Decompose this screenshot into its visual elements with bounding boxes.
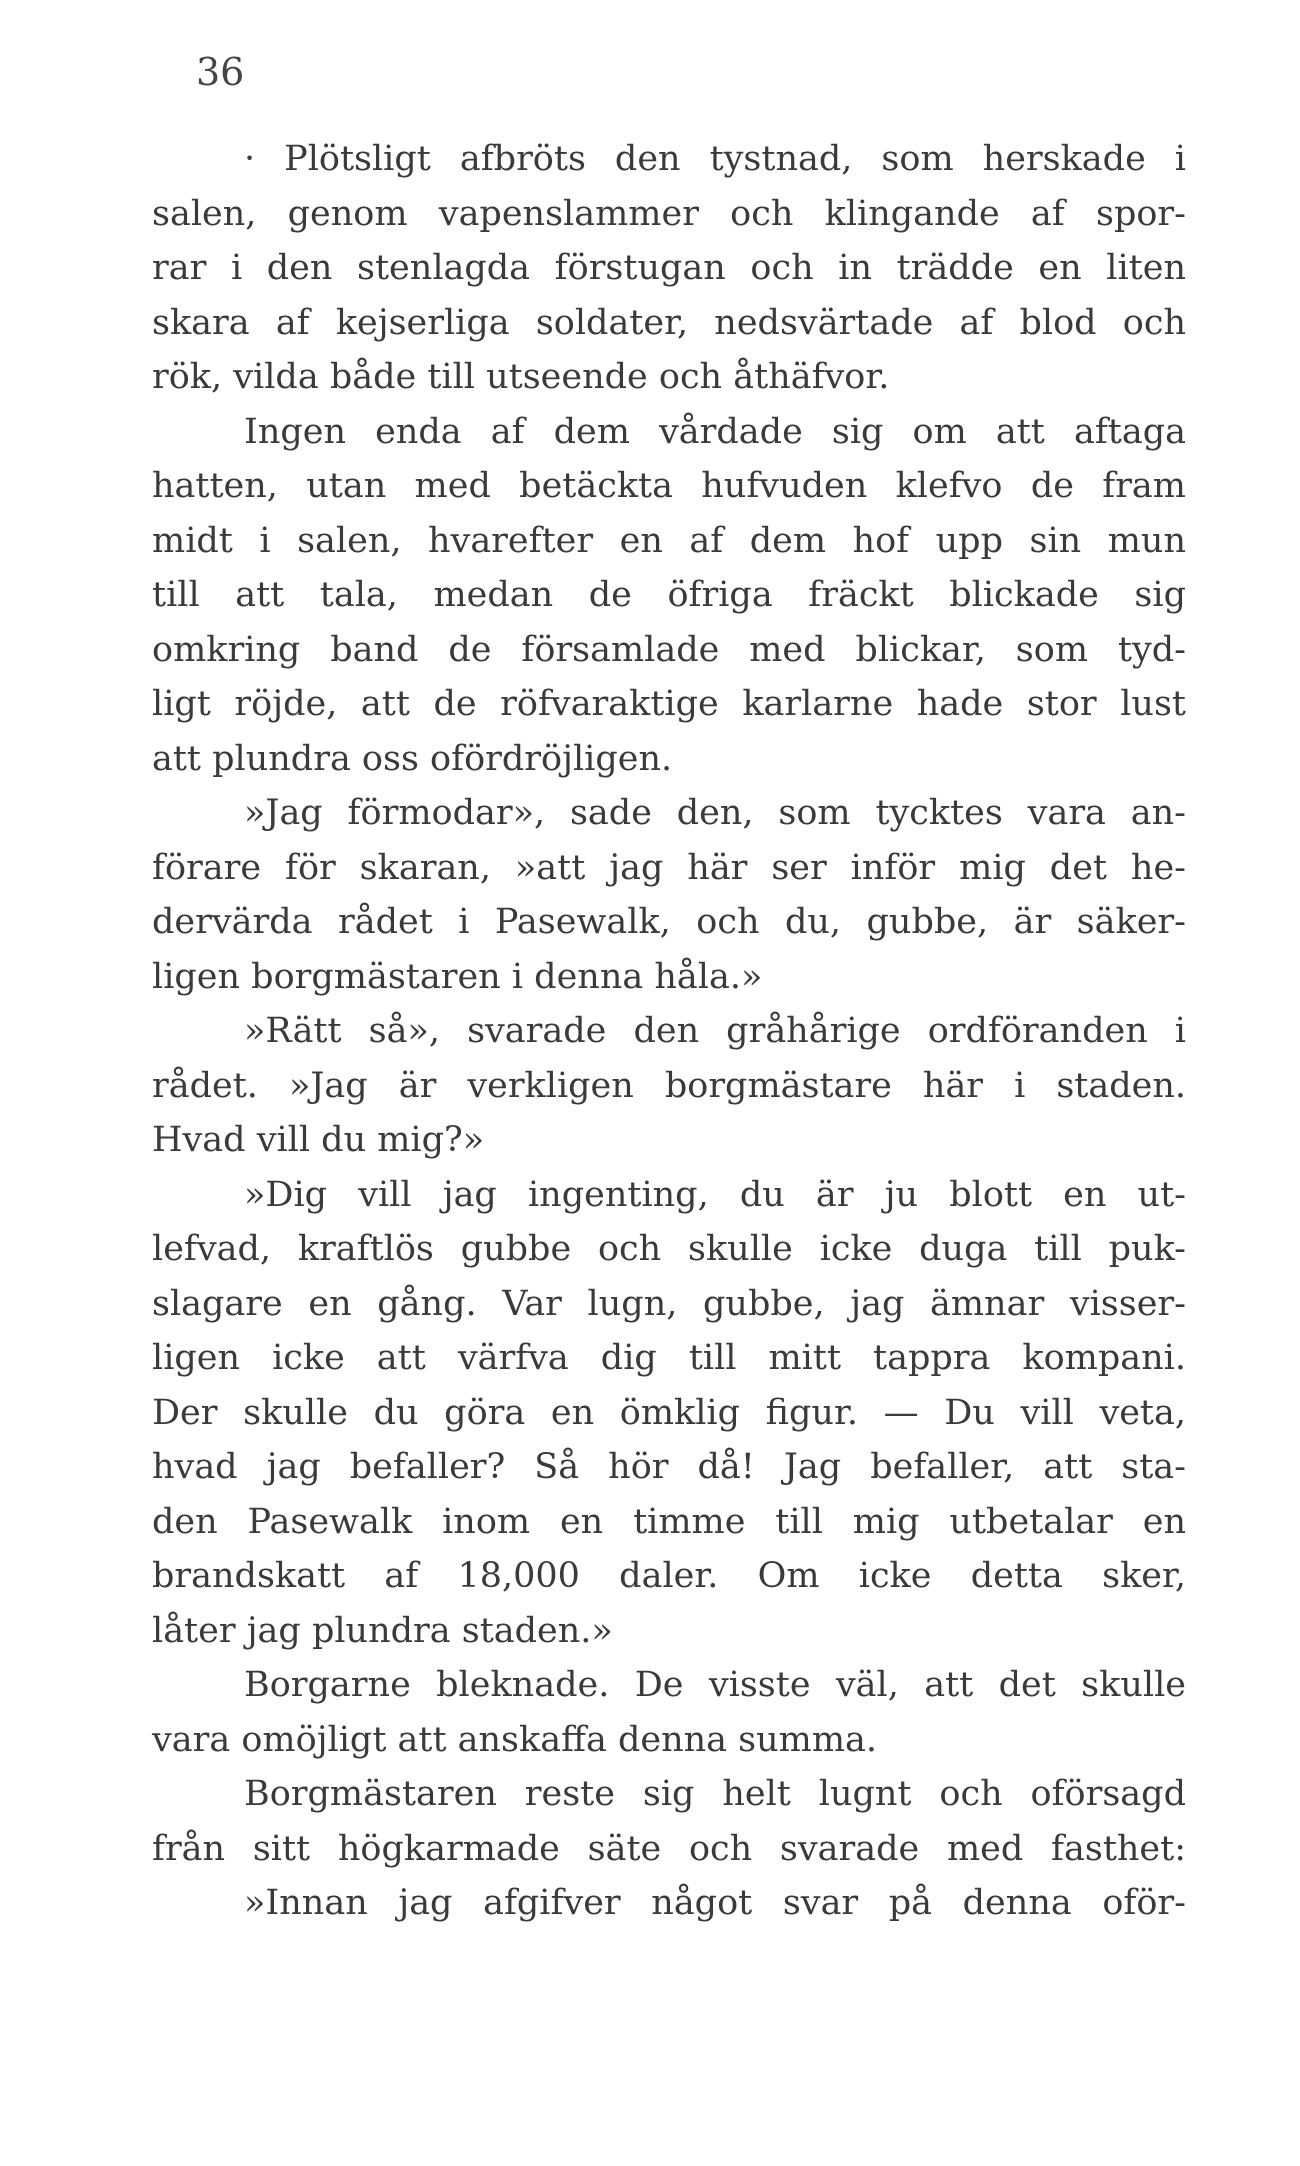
text-line: rök, vilda både till utseende och åthäfvor.	[152, 357, 890, 397]
text-line: omkring band de församlade med blickar, som tyd-	[152, 629, 1186, 670]
text-line: låter jag plundra staden.»	[152, 1610, 613, 1651]
body-text	[152, 132, 1186, 1931]
text-line: ligt röjde, att de röfvaraktige karlarne hade stor lust	[152, 684, 1186, 724]
text-line: slagare en gång. Var lugn, gubbe, jag ämnar visser-	[152, 1283, 1186, 1324]
text-line: · Plötsligt afbröts den tystnad, som herskade i	[244, 139, 1186, 179]
text-line: ligen icke att värfva dig till mitt tappra kompani.	[152, 1338, 1186, 1378]
text-line: »Jag förmodar», sade den, som tycktes vara an-	[244, 793, 1186, 833]
text-line: ligen borgmästaren i denna håla.»	[152, 956, 763, 997]
text-line: hvad jag befaller? Så hör då! Jag befaller, att sta-	[152, 1447, 1186, 1487]
text-line: brandskatt af 18,000 daler. Om icke detta sker,	[152, 1556, 1186, 1596]
text-line: rar i den stenlagda förstugan och in trädde en liten	[152, 248, 1186, 288]
text-line: salen, genom vapenslammer och klingande af spor-	[152, 193, 1186, 234]
text-line: rådet. »Jag är verkligen borgmästare här i staden.	[152, 1065, 1186, 1106]
text-line: förare för skaran, »att jag här ser inför mig det he-	[152, 847, 1186, 888]
text-line: att plundra oss ofördröjligen.	[152, 738, 673, 779]
text-line: till att tala, medan de öfriga fräckt blickade sig	[152, 575, 1186, 615]
text-line: Borgarne bleknade. De visste väl, att det skulle	[244, 1665, 1186, 1705]
text-line: »Dig vill jag ingenting, du är ju blott en ut-	[244, 1174, 1186, 1215]
text-line: Hvad vill du mig?»	[152, 1120, 485, 1160]
text-line: Ingen enda af dem vårdade sig om att aftaga	[244, 411, 1186, 452]
text-line: vara omöjligt att anskaffa denna summa.	[152, 1719, 878, 1760]
text-line: lefvad, kraftlös gubbe och skulle icke duga till puk-	[152, 1229, 1186, 1269]
text-line: Der skulle du göra en ömklig figur. — Du vill veta,	[152, 1392, 1186, 1433]
text-line: midt i salen, hvarefter en af dem hof upp sin mun	[152, 520, 1186, 561]
text-line: den Pasewalk inom en timme till mig utbetalar en	[152, 1501, 1186, 1542]
page-number: 36	[196, 50, 245, 94]
text-line: från sitt högkarmade säte och svarade med fasthet:	[152, 1828, 1186, 1869]
text-line: dervärda rådet i Pasewalk, och du, gubbe, är säker-	[152, 902, 1186, 942]
text-line: skara af kejserliga soldater, nedsvärtade af blod och	[152, 302, 1186, 343]
text-line: »Innan jag afgifver något svar på denna oför-	[244, 1883, 1186, 1923]
text-line: »Rätt så», svarade den gråhårige ordföranden i	[244, 1011, 1186, 1051]
text-line: hatten, utan med betäckta hufvuden klefvo de fram	[152, 466, 1186, 506]
text-line: Borgmästaren reste sig helt lugnt och oförsagd	[244, 1774, 1186, 1814]
